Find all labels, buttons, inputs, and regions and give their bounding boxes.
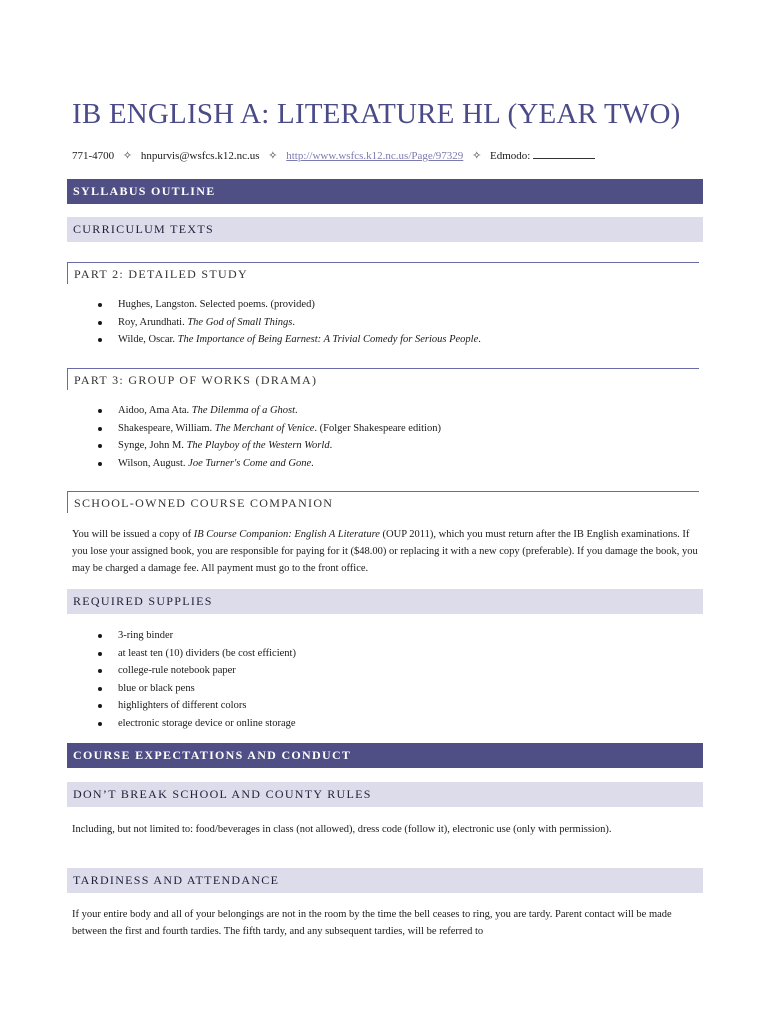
list-item: Synge, John M. The Playboy of the Western World. bbox=[98, 437, 441, 455]
separator-icon: ✧ bbox=[472, 150, 482, 162]
list-item: 3-ring binder bbox=[98, 627, 296, 645]
rules-paragraph: Including, but not limited to: food/beverages in class (not allowed), dress code (follow it), electronic use (only with permission). bbox=[72, 824, 612, 835]
edmodo-blank-line bbox=[533, 149, 595, 159]
website-link[interactable]: http://www.wsfcs.k12.nc.us/Page/97329 bbox=[286, 150, 464, 162]
part2-list bbox=[98, 296, 481, 349]
supplies-list bbox=[98, 627, 296, 732]
supplies-heading: REQUIRED SUPPLIES bbox=[67, 589, 703, 614]
curriculum-texts-heading: CURRICULUM TEXTS bbox=[67, 217, 703, 242]
tardiness-heading: TARDINESS AND ATTENDANCE bbox=[67, 868, 703, 893]
edmodo-label: Edmodo: bbox=[490, 150, 531, 162]
list-item: college-rule notebook paper bbox=[98, 662, 296, 680]
list-item: Wilson, August. Joe Turner's Come and Gone. bbox=[98, 455, 441, 473]
list-item: at least ten (10) dividers (be cost efficient) bbox=[98, 645, 296, 663]
phone-number: 771-4700 bbox=[72, 150, 115, 162]
page-title: IB ENGLISH A: LITERATURE HL (YEAR TWO) bbox=[72, 98, 681, 130]
email-address: hnpurvis@wsfcs.k12.nc.us bbox=[140, 150, 260, 162]
tardiness-paragraph: If your entire body and all of your belongings are not in the room by the time the bell ceases to ring, you are tardy. Parent contact will be made between the first and fourth tardies. The fifth tardy, and any subsequent tardies, will be referred to bbox=[72, 909, 672, 937]
list-item: Aidoo, Ama Ata. The Dilemma of a Ghost. bbox=[98, 402, 441, 420]
list-item: highlighters of different colors bbox=[98, 697, 296, 715]
contact-line bbox=[72, 149, 595, 162]
book-title: IB Course Companion: English A Literature bbox=[193, 529, 380, 540]
list-item: blue or black pens bbox=[98, 680, 296, 698]
list-item: Roy, Arundhati. The God of Small Things. bbox=[98, 314, 481, 332]
part3-heading: PART 3: GROUP OF WORKS (DRAMA) bbox=[67, 368, 699, 390]
part2-heading: PART 2: DETAILED STUDY bbox=[67, 262, 699, 284]
rules-heading: DON’T BREAK SCHOOL AND COUNTY RULES bbox=[67, 782, 703, 807]
separator-icon: ✧ bbox=[268, 150, 278, 162]
companion-paragraph: You will be issued a copy of IB Course Companion: English A Literature (OUP 2011), which you must return after the IB English examinations. If you lose your assigned book, you are responsible for paying for it ($48.00) or replacing it with a new copy (preferable). If you damage the book, you may be charged a damage fee. All payment must go to the front office. bbox=[72, 529, 698, 574]
part3-list bbox=[98, 402, 441, 472]
list-item: Shakespeare, William. The Merchant of Venice. (Folger Shakespeare edition) bbox=[98, 420, 441, 438]
separator-icon: ✧ bbox=[122, 150, 133, 162]
expectations-heading: COURSE EXPECTATIONS AND CONDUCT bbox=[67, 743, 703, 768]
syllabus-outline-heading: SYLLABUS OUTLINE bbox=[67, 179, 703, 204]
list-item: Wilde, Oscar. The Importance of Being Earnest: A Trivial Comedy for Serious People. bbox=[98, 331, 481, 349]
list-item: electronic storage device or online storage bbox=[98, 715, 296, 733]
list-item: Hughes, Langston. Selected poems. (provided) bbox=[98, 296, 481, 314]
companion-heading: SCHOOL-OWNED COURSE COMPANION bbox=[67, 491, 699, 513]
